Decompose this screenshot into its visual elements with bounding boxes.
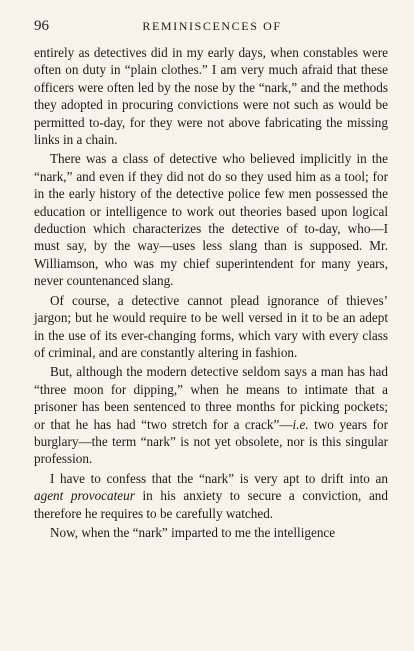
paragraph-modern-detective-text-after: two years for burglary—the term “nark” is not yet obsolete, nor is this singular profession. [34,416,389,467]
paragraph-agent-provocateur-text-after: in his anxiety to secure a conviction, and therefore he requires to be carefully watched. [34,488,388,521]
paragraph-detective-class: There was a class of detective who believed implicitly in the “nark,” and even if they did not do so they used him as a tool; for in the early history of the detective police few men possessed the education or intelligence to work out theories based upon logical deduction which characterizes the detective of to-day, who—I must say, by the way—uses less slang than is supposed. Mr. Williamson, who was my chief superintendent for many years, never countenanced slang. [34,151,388,289]
paragraph-modern-detective [34,363,388,467]
page-number: 96 [34,18,49,34]
paragraph-thieves-jargon: Of course, a detective cannot plead ignorance of thieves’ jargon; but he would require to be well versed in it to be an adept in the use of its ever-changing forms, which vary with every class of criminal, and are constantly altering in fashion. [34,292,388,360]
paragraph-agent-provocateur-text-before: I have to confess that the “nark” is very apt to drift into an [50,470,388,486]
running-head [34,17,390,35]
running-title: REMINISCENCES OF [142,19,282,33]
paragraph-final-line: Now, when the “nark” imparted to me the intelligence [50,524,336,540]
paragraph-modern-detective-emphasis: i.e. [292,416,309,432]
paragraph-continuation: entirely as detectives did in my early days, when constables were often on duty in “plain clothes.” I am very much afraid that these officers were often led by the nose by the “nark,” and the methods they adopted in procuring convictions were not such as would be permitted to-day, for they were not above fabricating the missing links in a chain. [34,45,388,148]
paragraph-agent-provocateur-emphasis: agent provocateur [34,488,135,504]
body-text [34,44,388,541]
paragraph-modern-detective-text-before: But, although the modern detective seldom says a man has had “three moon for dipping,” when he means to intimate that a prisoner has been sentenced to three months for picking pockets; or that he has had “two stretch for a crack”— [34,364,388,432]
paragraph-agent-provocateur [34,470,388,522]
